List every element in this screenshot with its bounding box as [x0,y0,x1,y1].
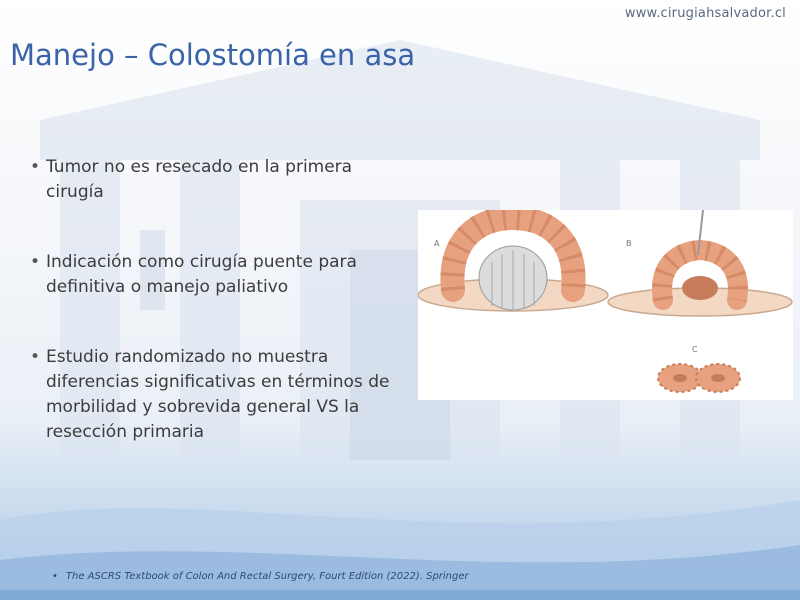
figure-label-c: C [692,345,698,354]
reference-citation [52,571,469,582]
figure-label-b: B [626,239,632,248]
website-url: www.cirugiahsalvador.cl [624,6,786,21]
bullet-dot-icon: • [30,157,41,177]
reference-bullet-icon: • [52,571,58,582]
loop-colostomy-illustration [418,210,793,400]
bullet-text: Tumor no es resecado en la primera cirugía [46,157,353,202]
bullet-list [28,155,408,490]
bullet-item [28,155,408,205]
slide-title: Manejo – Colostomía en asa [10,38,416,72]
bullet-text: Indicación como cirugía puente para definitiva o manejo paliativo [46,252,357,297]
bullet-text: Estudio randomizado no muestra diferencias significativas en términos de morbilidad y sobrevida general VS la resección primaria [46,347,390,442]
bullet-item [28,345,408,445]
bullet-item [28,250,408,300]
bullet-dot-icon: • [30,347,41,367]
bullet-dot-icon: • [30,252,41,272]
reference-text: The ASCRS Textbook of Colon And Rectal Surgery, Fourt Edition (2022). Springer [65,571,469,582]
figure-label-a: A [434,239,440,248]
